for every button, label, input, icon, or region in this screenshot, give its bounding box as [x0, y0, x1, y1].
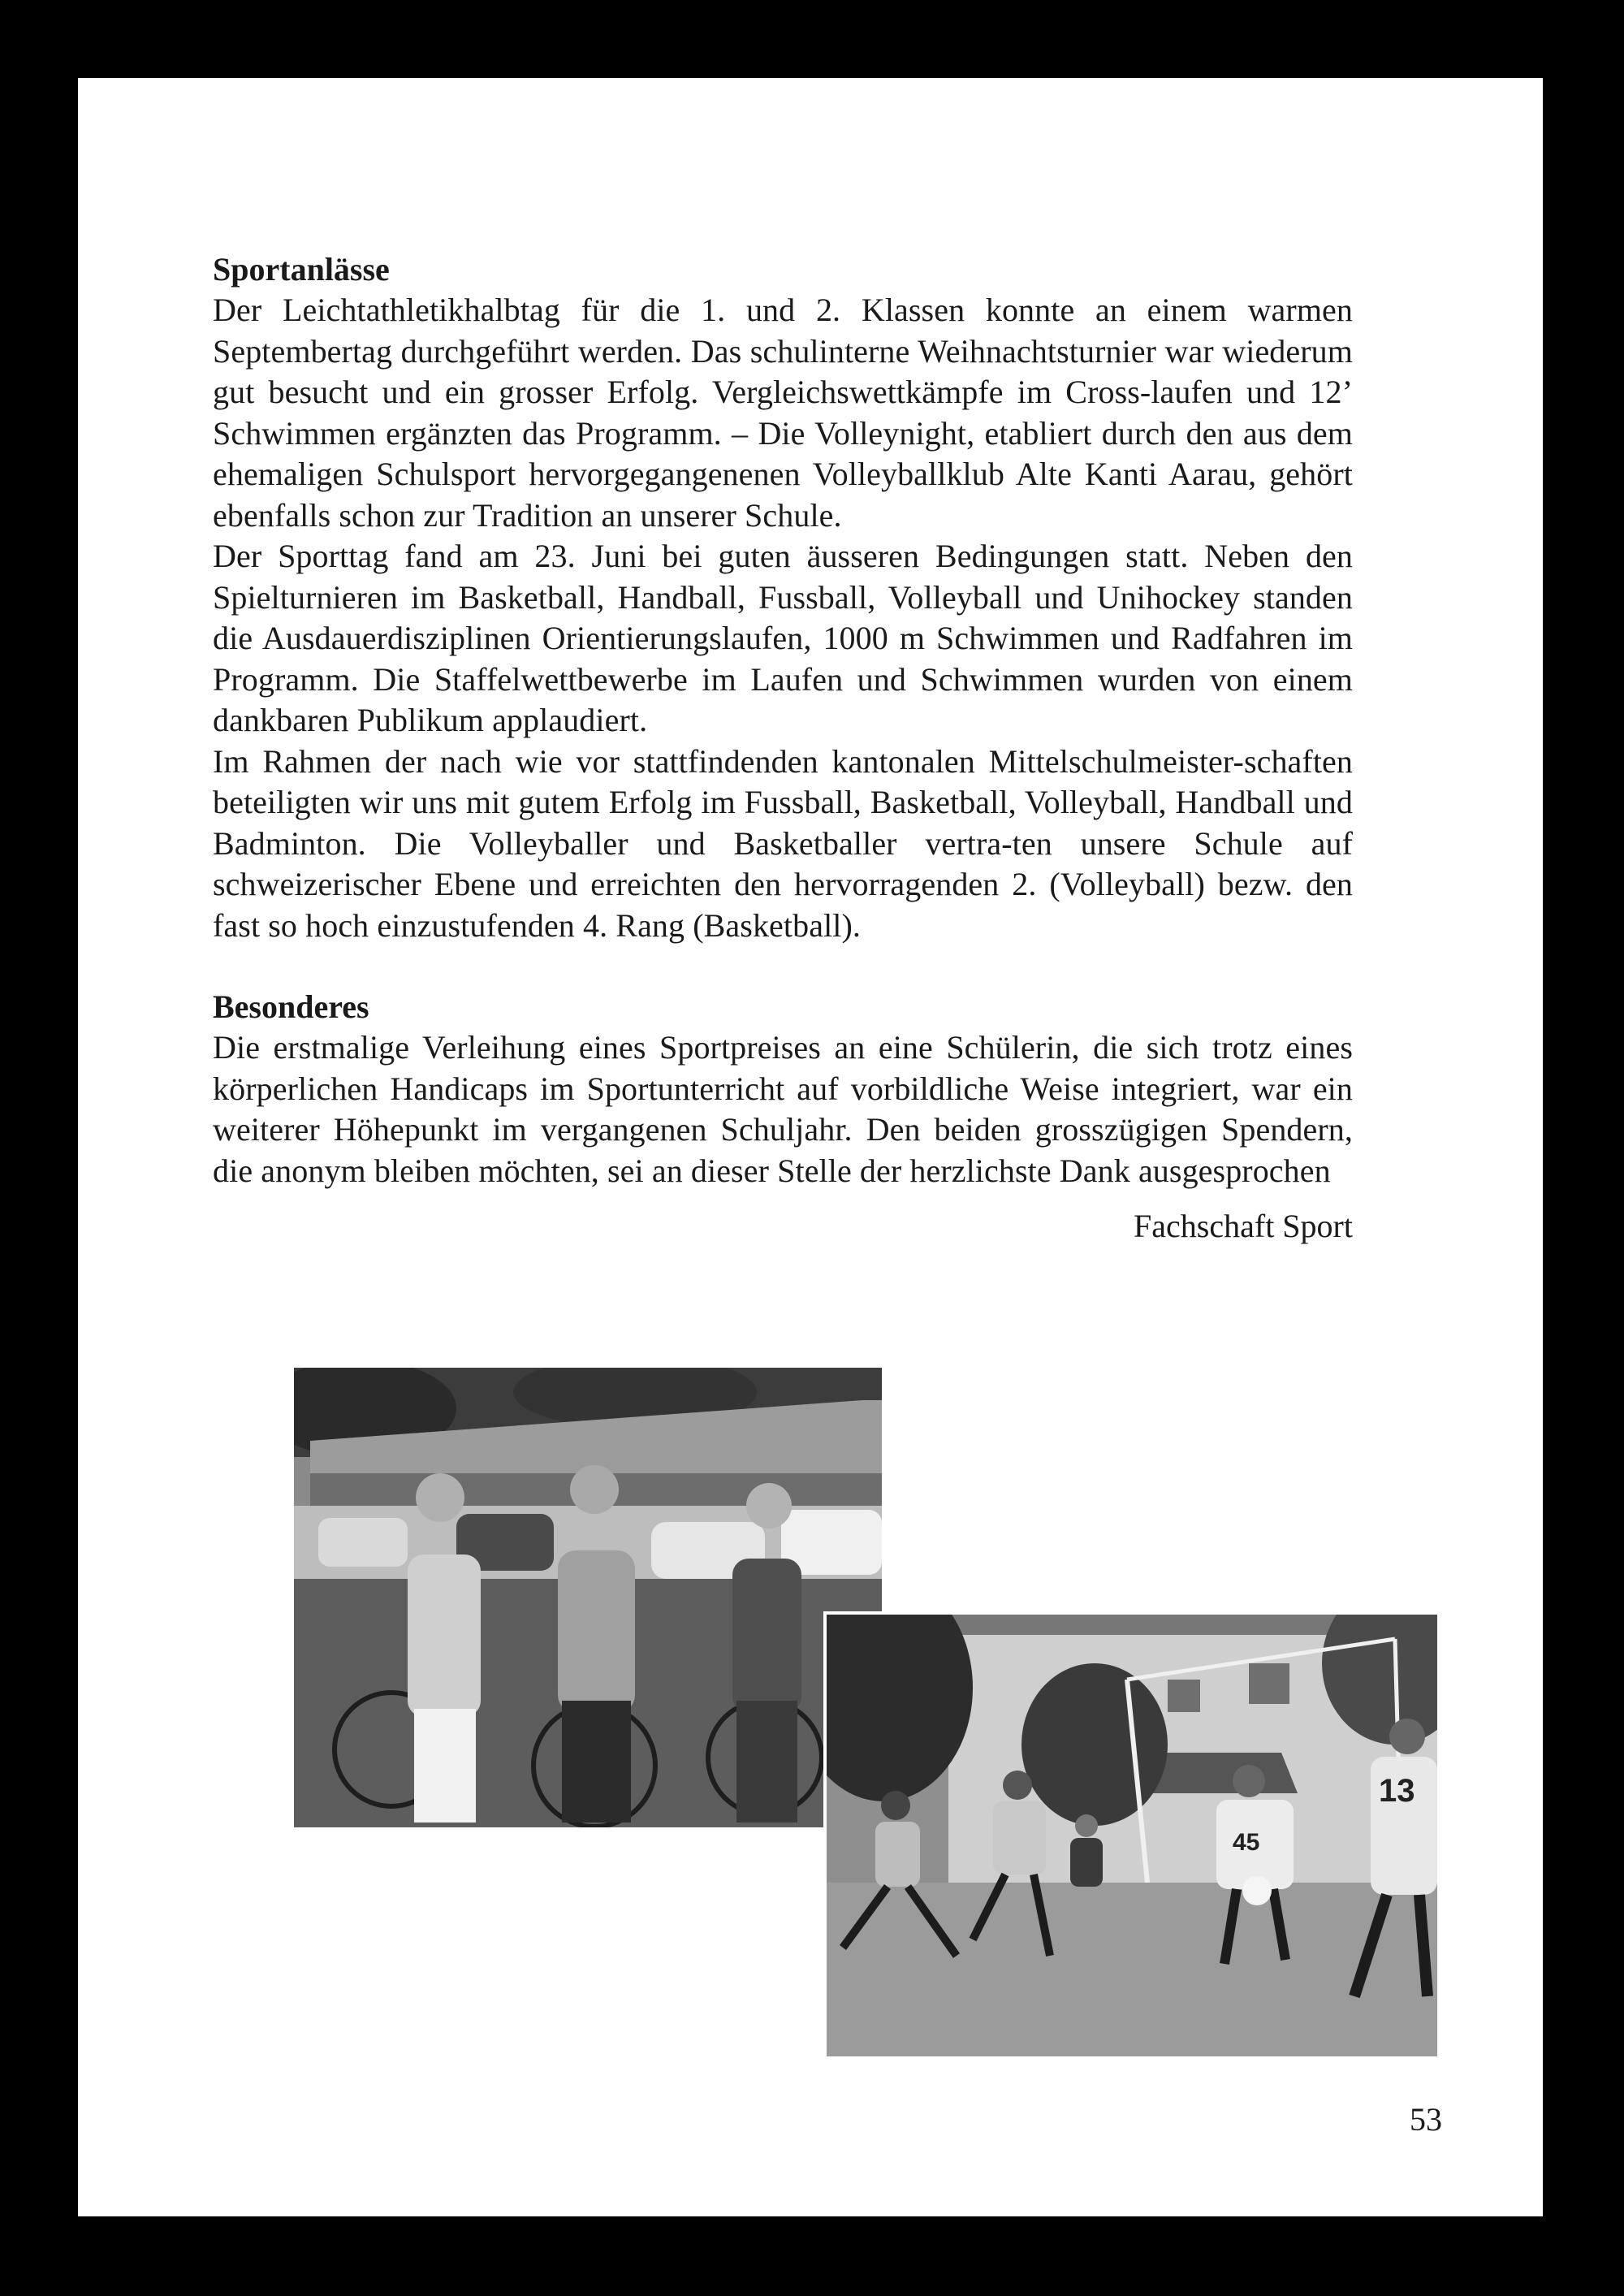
photo-students-with-bicycles	[294, 1368, 882, 1827]
photo-football-match	[823, 1611, 1440, 2060]
signature: Fachschaft Sport	[1134, 1208, 1353, 1244]
paragraph: Die erstmalige Verleihung eines Sportpreises an eine Schülerin, die sich trotz eines körperlichen Handicaps im Sportunterricht auf vorbildliche Weise integriert, war ein weiterer Höhepunkt im vergangenen Schuljahr. Den beiden grosszügigen Spendern, die anonym bleiben möchten, sei an dieser Stelle der herzlichste Dank ausgesprochen	[213, 1029, 1353, 1189]
page-number: 53	[1410, 2101, 1442, 2138]
section-heading-sportanlaesse: Sportanlässe	[213, 251, 390, 288]
page	[78, 78, 1543, 2216]
jersey-number: 13	[1379, 1773, 1415, 1809]
paragraph: Im Rahmen der nach wie vor stattfindenden kantonalen Mittelschulmeister-schaften beteiligten wir uns mit gutem Erfolg im Fussball, Basketball, Volleyball, Handball und Badminton. Die Volleyballer und Basketballer vertra-ten unsere Schule auf schweizerischer Ebene und erreichten den hervorragenden 2. (Volleyball) bezw. den fast so hoch einzustufenden 4. Rang (Basketball).	[213, 742, 1353, 944]
paragraph: Der Leichtathletikhalbtag für die 1. und 2. Klassen konnte an einem warmen Septembertag durchgeführt werden. Das schulinterne Weihnachtsturnier war wiederum gut besucht und ein grosser Erfolg. Vergleichswettkämpfe im Cross-laufen und 12’ Schwimmen ergänzten das Programm. – Die Volleynight, etabliert durch den aus dem ehemaligen Schulsport hervorgegangenenen Volleyballklub Alte Kanti Aarau, gehört ebenfalls schon zur Tradition an unserer Schule.	[213, 292, 1353, 534]
section-heading-besonderes: Besonderes	[213, 988, 369, 1025]
article-content	[213, 249, 1353, 1247]
section-spacer	[213, 946, 1353, 987]
jersey-number: 45	[1233, 1829, 1260, 1856]
paragraph: Der Sporttag fand am 23. Juni bei guten äusseren Bedingungen statt. Neben den Spielturnieren im Basketball, Handball, Fussball, Volleyball und Unihockey standen die Ausdauerdisziplinen Orientierungslaufen, 1000 m Schwimmen und Radfahren im Programm. Die Staffelwettbewerbe im Laufen und Schwimmen wurden von einem dankbaren Publikum applaudiert.	[213, 538, 1353, 738]
